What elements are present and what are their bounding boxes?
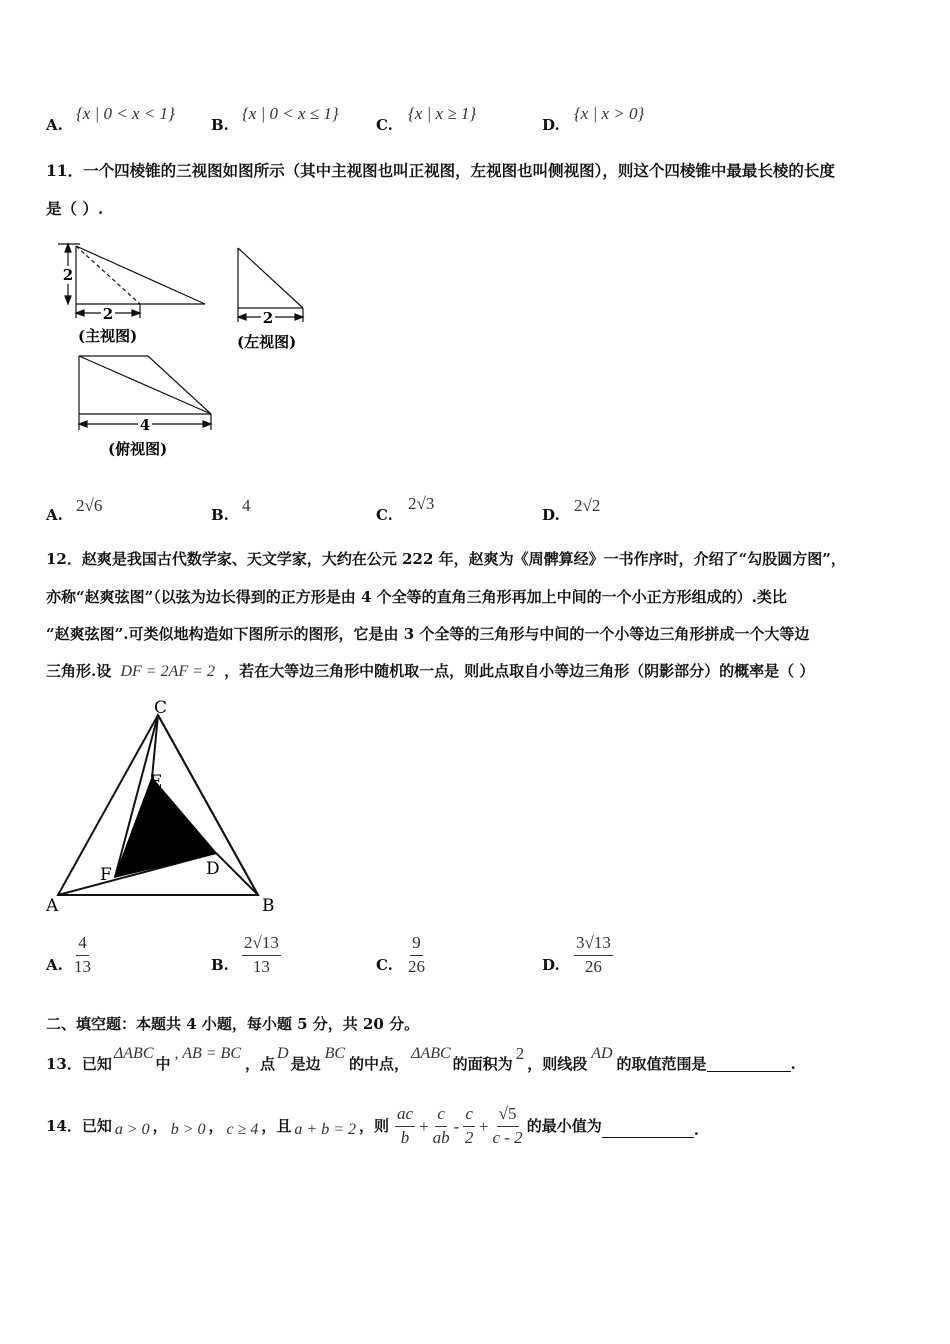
q12-option-c-fraction [408, 934, 425, 976]
q14-frac-2-den: ab [432, 1127, 450, 1147]
front-view-height-label: 2 [62, 266, 74, 284]
q12-option-c-den: 26 [408, 956, 425, 976]
q14-frac-4 [492, 1105, 522, 1147]
q12-option-a-den: 13 [74, 956, 91, 976]
q10-option-a-value: {x | 0 < x < 1} [76, 104, 175, 123]
q10-option-c-label[interactable]: C. [376, 116, 393, 134]
q14-frac-4-den: c - 2 [492, 1127, 523, 1147]
q12-option-a-fraction [74, 934, 91, 976]
q12-option-c-label[interactable]: C. [376, 956, 393, 974]
q13-math-ad: AD [591, 1045, 613, 1062]
q14-frac-2-num: c [435, 1105, 447, 1127]
q14-text-6: 的最小值为 [526, 1116, 602, 1135]
q14-text-2: ， [152, 1116, 168, 1135]
vertex-a-label: A [46, 896, 59, 916]
q14-frac-1-num: ac [395, 1105, 415, 1127]
q13-text-4: 是边 [290, 1055, 321, 1073]
q11-option-b-label[interactable]: B. [211, 506, 229, 524]
q14-frac-3-den: 2 [464, 1127, 474, 1147]
q10-option-d-label[interactable]: D. [542, 116, 560, 134]
q13-math-triangle-2: ΔABC [411, 1045, 451, 1062]
q11-option-a-label[interactable]: A. [46, 506, 63, 524]
q13-stem [46, 1040, 796, 1072]
q11-stem-line2: 是（ ）. [46, 199, 104, 218]
q11-option-c-value: 2√3 [408, 494, 435, 513]
q13-text-6: 的面积为 [452, 1055, 513, 1073]
q11-stem-line1: 11．一个四棱锥的三视图如图所示（其中主视图也叫正视图，左视图也叫侧视图），则这个四棱锥中最最长棱的长度 [46, 161, 835, 180]
vertex-c-label: C [154, 698, 168, 718]
q12-option-c-num: 9 [410, 934, 423, 956]
q12-option-b-fraction [242, 934, 281, 976]
q12-stem-line4-pre: 三角形.设 [46, 662, 112, 680]
q12-option-b-label[interactable]: B. [211, 956, 229, 974]
front-view [58, 244, 205, 318]
q14-answer-blank[interactable] [602, 1123, 694, 1138]
q13-math-d: D [277, 1045, 289, 1062]
q14-op-2: - [453, 1116, 460, 1136]
section-2-heading: 二、填空题：本题共 4 小题，每小题 5 分，共 20 分。 [46, 1015, 420, 1033]
q12-condition-math: DF = 2AF = 2 [120, 663, 215, 680]
q13-math-area: 2 [515, 1044, 525, 1063]
top-view-width-label: 4 [139, 416, 151, 434]
q10-option-a-label[interactable]: A. [46, 116, 63, 134]
q14-math-b: b > 0 [170, 1121, 206, 1138]
q14-math-sum: a + b = 2 [294, 1121, 356, 1138]
q11-option-d-label[interactable]: D. [542, 506, 560, 524]
q12-stem-line4 [46, 664, 814, 680]
q11-option-a-value: 2√6 [76, 496, 103, 515]
q14-end: . [693, 1120, 699, 1139]
q13-text-3: ，点 [245, 1055, 276, 1073]
q14-op-1: + [419, 1116, 429, 1136]
q13-text-2: 中 [155, 1055, 171, 1073]
q14-frac-4-num: √5 [497, 1105, 519, 1127]
side-view-caption: (左视图) [237, 333, 297, 351]
q10-options [46, 100, 926, 136]
q14-frac-1-den: b [400, 1127, 410, 1147]
q12-stem-line1: 12．赵爽是我国古代数学家、天文学家，大约在公元 222 年，赵爽为《周髀算经》一书作序时，介绍了“勾股圆方图”， [46, 550, 846, 568]
vertex-d-label: D [206, 859, 220, 879]
q12-option-d-num: 3√13 [574, 934, 613, 956]
q13-math-triangle: ΔABC [113, 1045, 154, 1062]
top-view-caption: (俯视图) [108, 440, 168, 458]
q11-option-b-value: 4 [242, 496, 251, 515]
front-view-width-label: 2 [102, 305, 114, 323]
q13-text-5: 的中点， [349, 1055, 410, 1073]
q14-frac-1 [395, 1105, 415, 1147]
q14-op-3: + [478, 1116, 489, 1136]
q14-text-4: ，且 [261, 1116, 292, 1135]
q12-stem-line3: “赵爽弦图”.可类似地构造如下图所示的图形，它是由 3 个全等的三角形与中间的一个小等边三角形拼成一个大等边 [46, 625, 810, 643]
q13-text-7: ，则线段 [527, 1055, 588, 1073]
q13-text-1: 13．已知 [46, 1055, 112, 1073]
q14-math-a: a > 0 [114, 1121, 150, 1138]
vertex-e-label: E [150, 772, 163, 792]
q13-math-bc: BC [324, 1045, 346, 1062]
q12-stem-line2: 亦称“赵爽弦图”（以弦为边长得到的正方形是由 4 个全等的直角三角形再加上中间的一个小正方形组成的）.类比 [46, 588, 787, 606]
q10-option-c-value: {x | x ≥ 1} [408, 104, 477, 123]
q12-options [46, 930, 926, 986]
q14-frac-3 [463, 1105, 475, 1147]
q14-frac-3-num: c [463, 1105, 475, 1127]
vertex-f-label: F [100, 865, 112, 885]
q14-math-c: c ≥ 4 [226, 1121, 259, 1138]
q10-option-b-label[interactable]: B. [211, 116, 229, 134]
q12-stem-line4-post: ，若在大等边三角形中随机取一点，则此点取自小等边三角形（阴影部分）的概率是（ ） [224, 662, 815, 680]
q13-end: . [790, 1055, 796, 1073]
q11-option-d-value: 2√2 [574, 496, 601, 515]
q10-option-d-value: {x | x > 0} [574, 104, 645, 123]
q11-options [46, 494, 926, 530]
q14-frac-2 [433, 1105, 450, 1147]
front-view-caption: (主视图) [78, 327, 138, 345]
vertex-b-label: B [262, 896, 275, 916]
q12-option-a-num: 4 [76, 934, 89, 956]
q14-text-3: ， [208, 1116, 224, 1135]
q12-option-b-den: 13 [252, 956, 270, 976]
side-view-width-label: 2 [262, 309, 274, 327]
q12-option-d-fraction [574, 934, 613, 976]
q12-option-b-num: 2√13 [242, 934, 281, 956]
q14-text-1: 14．已知 [46, 1116, 112, 1135]
q13-text-8: 的取值范围是 [616, 1055, 707, 1073]
q11-three-view-figure [50, 238, 330, 470]
q12-triangle-figure [40, 693, 290, 917]
q14-stem [46, 1098, 699, 1154]
q13-answer-blank[interactable] [707, 1057, 791, 1072]
q10-option-b-value: {x | 0 < x ≤ 1} [242, 104, 339, 123]
q13-math-ab-bc: , AB = BC [174, 1045, 241, 1062]
q11-option-c-label[interactable]: C. [376, 506, 393, 524]
q12-option-a-label[interactable]: A. [46, 956, 63, 974]
q12-option-d-den: 26 [584, 956, 602, 976]
q12-option-d-label[interactable]: D. [542, 956, 560, 974]
q14-text-5: ，则 [359, 1116, 390, 1135]
